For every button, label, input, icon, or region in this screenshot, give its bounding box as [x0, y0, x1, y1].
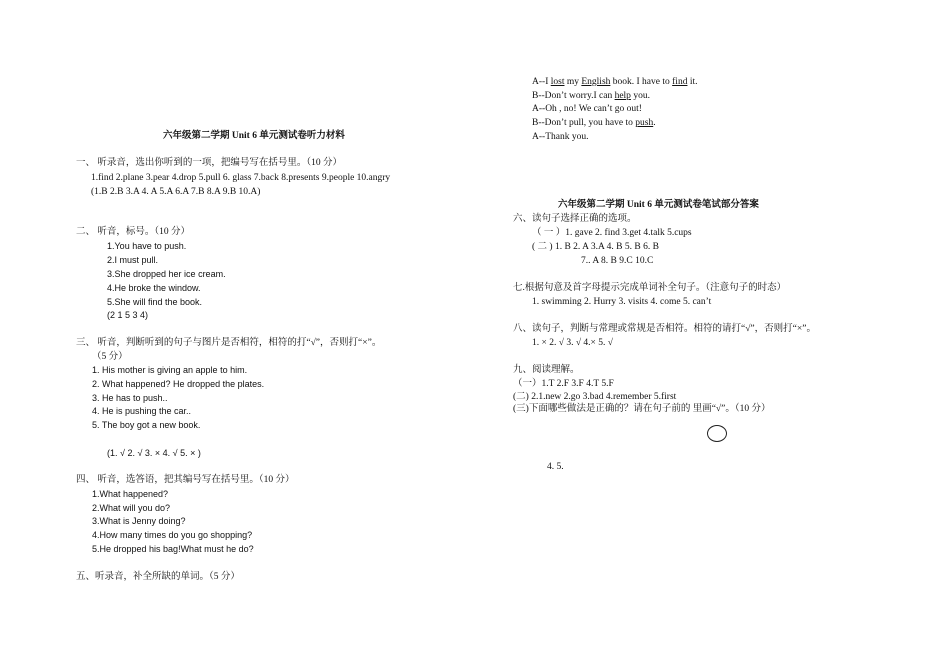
section-3-heading: 三、 听音，判断听到的句子与图片是否相符，相符的打“√”，否则打“×”。 [76, 338, 382, 348]
section-8-heading: 八、读句子，判断与常理或常规是否相符。相符的请打“√”，否则打“×”。 [513, 324, 816, 334]
dialogue-line-1: A--I lost my English book. I have to find it. [532, 77, 698, 87]
section-2-item: 2.I must pull. [107, 255, 159, 265]
section-6-line-3: 7.. A 8. B 9.C 10.C [581, 256, 654, 266]
section-7-heading: 七.根据句意及首字母提示完成单词补全句子。（注意句子的时态） [513, 283, 787, 293]
section-4-item: 3.What is Jenny doing? [92, 516, 186, 526]
section-9-part-3: (三)下面哪些做法是正确的？请在句子前的 里画“√”。（10 分） [513, 404, 771, 414]
blank-answer: English [581, 77, 611, 87]
dialogue-line-5: A--Thank you. [532, 132, 589, 142]
blank-answer: lost [550, 77, 565, 87]
section-4-heading: 四、 听音，选答语，把其编号写在括号里。（10 分） [76, 475, 295, 485]
blank-answer: find [672, 77, 688, 87]
dialogue-line-2: B--Don’t worry.I can help you. [532, 91, 650, 101]
answers-title: 六年级第二学期 Unit 6 单元测试卷笔试部分答案 [558, 200, 759, 210]
section-2-item: 4.He broke the window. [107, 283, 201, 293]
section-8-answers: 1. × 2. √ 3. √ 4.× 5. √ [532, 338, 613, 348]
section-9-heading: 九、阅读理解。 [513, 365, 580, 375]
section-9-part-2: (二) 2.1.new 2.go 3.bad 4.remember 5.first [513, 392, 677, 402]
section-4-item: 1.What happened? [92, 489, 169, 499]
blank-answer: help [614, 91, 631, 101]
section-3-score: （5 分） [92, 352, 128, 362]
section-6-heading: 六、读句子选择正确的选项。 [513, 214, 637, 224]
section-2-item: 5.She will find the book. [107, 297, 203, 307]
blank-answer: push [635, 118, 654, 128]
section-4-item: 5.He dropped his bag!What must he do? [92, 544, 254, 554]
section-2-heading: 二、 听音，标号。（10 分） [76, 227, 191, 237]
section-9-answers: 4. 5. [547, 462, 564, 472]
section-4-item: 4.How many times do you go shopping? [92, 530, 253, 540]
section-1-words: 1.find 2.plane 3.pear 4.drop 5.pull 6. glass 7.back 8.presents 9.people 10.angry [91, 173, 391, 183]
section-7-answers: 1. swimming 2. Hurry 3. visits 4. come 5. can’t [532, 297, 712, 307]
section-3-item: 4. He is pushing the car.. [92, 406, 192, 416]
listening-title: 六年级第二学期 Unit 6 单元测试卷听力材料 [163, 131, 345, 141]
dialogue-line-3: A--Oh , no! We can’t go out! [532, 104, 642, 114]
section-2-answers: (2 1 5 3 4) [107, 310, 149, 320]
section-9-part-1: （一）1.T 2.F 3.F 4.T 5.F [513, 379, 614, 389]
section-5-heading: 五、听录音，补全所缺的单词。（5 分） [76, 572, 240, 582]
section-6-line-2: ( 二 ) 1. B 2. A 3.A 4. B 5. B 6. B [532, 242, 659, 252]
section-4-item: 2.What will you do? [92, 503, 171, 513]
answer-circle [707, 425, 727, 442]
section-3-item: 5. The boy got a new book. [92, 420, 201, 430]
section-1-heading: 一、 听录音，选出你听到的一项，把编号写在括号里。（10 分） [76, 158, 343, 168]
section-3-item: 2. What happened? He dropped the plates. [92, 379, 265, 389]
section-3-item: 3. He has to push.. [92, 393, 168, 403]
section-3-answers: (1. √ 2. √ 3. × 4. √ 5. × ) [107, 448, 201, 458]
section-2-item: 1.You have to push. [107, 241, 187, 251]
section-3-item: 1. His mother is giving an apple to him. [92, 365, 248, 375]
section-1-answers: (1.B 2.B 3.A 4. A 5.A 6.A 7.B 8.A 9.B 10.A) [91, 187, 261, 197]
section-6-line-1: （ 一 ）1. gave 2. find 3.get 4.talk 5.cups [532, 228, 692, 238]
section-2-item: 3.She dropped her ice cream. [107, 269, 226, 279]
dialogue-line-4: B--Don’t pull, you have to push. [532, 118, 656, 128]
